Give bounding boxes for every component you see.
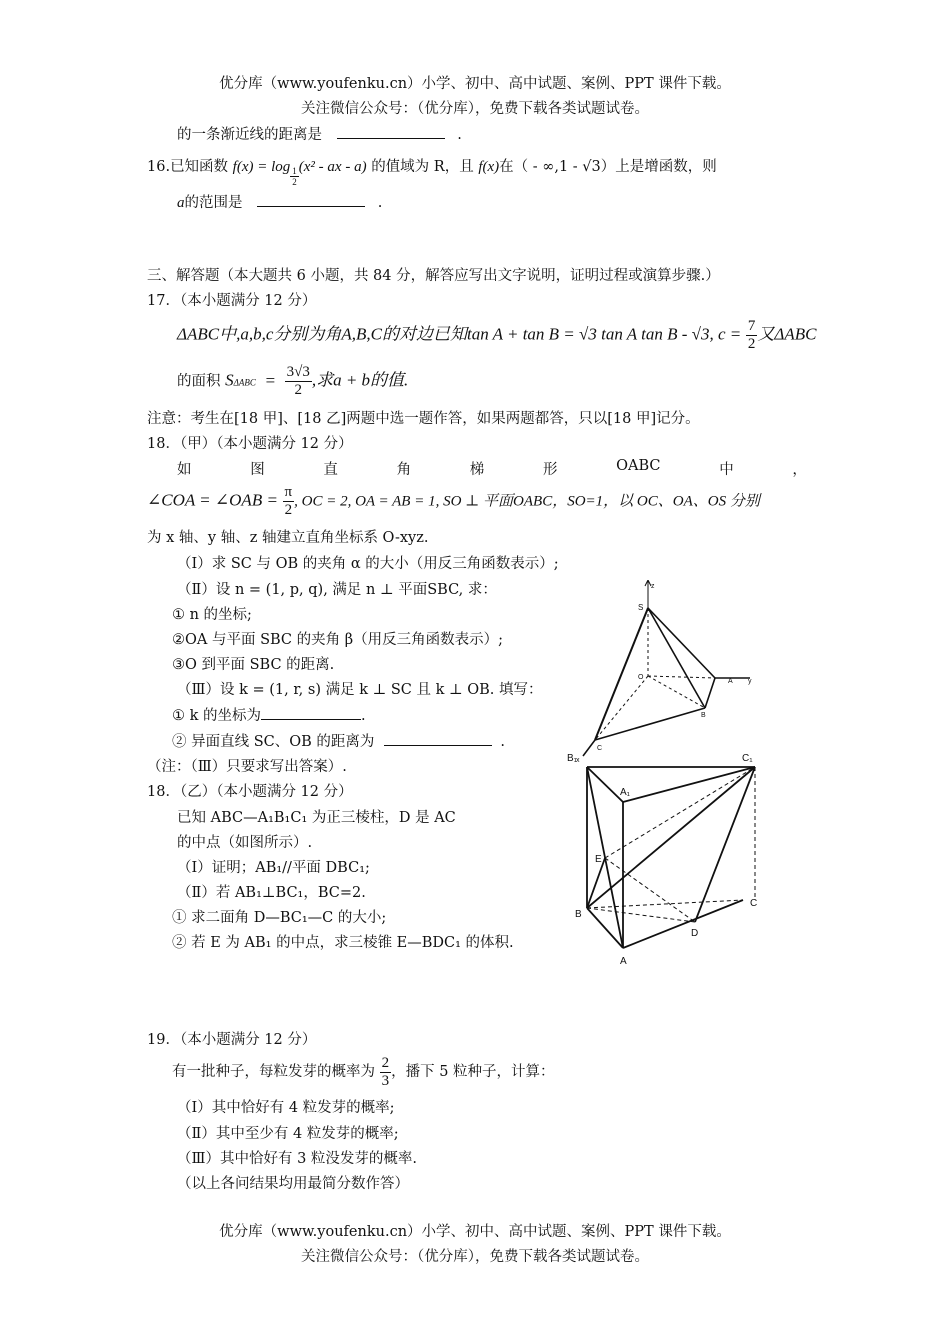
spread-word: 如 [177,462,192,478]
pi-den: 2 [284,502,293,518]
label-c: C [750,898,758,909]
q18b-line-6: ② 若 E 为 AB₁ 的中点，求三棱锥 E—BDC₁ 的体积. [172,935,514,951]
q17-line2-post: ,求a + b的值. [311,370,409,390]
q18a-part-1: （Ⅰ）求 SC 与 OB 的夹角 α 的大小（用反三角函数表示）; [177,556,559,572]
q18a-spread-line [177,458,807,479]
selection-note: 注意：考生在[18 甲]、[18 乙]两题中选一题作答，如果两题都答，只以[18 甲]记分。 [147,411,700,427]
section-3-title: 三、解答题（本大题共 6 小题，共 84 分，解答应写出文字说明，证明过程或演算步骤.） [147,268,720,284]
edge-oc [595,676,648,740]
q19-line-4: （Ⅲ）其中恰好有 3 粒没发芽的概率. [177,1151,418,1167]
q18a-line-2 [147,484,760,519]
q16-line-2 [177,192,382,213]
answer-blank [337,124,445,139]
q17-c-fraction [746,318,758,353]
q16-end: . [377,195,383,211]
label-x: x [576,757,580,764]
probability-fraction [380,1055,392,1090]
spread-word: 图 [250,462,265,478]
answer-blank [261,705,361,720]
q18b-line-1: 已知 ABC—A₁B₁C₁ 为正三棱柱，D 是 AC [177,810,456,826]
q17-area-pre: 的面积 [177,373,221,390]
label-s: S [638,603,644,612]
q16-line-1 [147,154,717,187]
spread-word: 角 [396,462,412,478]
q18b-line-5: ① 求二面角 D—BC₁—C 的大小; [172,910,387,926]
p-den: 3 [381,1072,390,1089]
q15-end: . [457,127,462,143]
q18a-part-2b: ②OA 与平面 SBC 的夹角 β（用反三角函数表示）; [172,632,504,648]
q17-line-2 [177,364,408,399]
q16-log-base [290,166,299,187]
label-o: O [638,674,644,681]
spread-word: ， [792,462,807,478]
q16-mid2: 在（ - ∞,1 - √3）上是增函数，则 [499,159,717,175]
q18b-head: 18．（乙）（本小题满分 12 分） [147,784,353,800]
edge-ac [623,900,743,948]
spread-word: 形 [542,462,558,478]
c-den: 2 [747,336,756,352]
label-a1: A₁ [620,787,631,798]
q19-line-1 [172,1054,555,1090]
spread-word: 直 [323,462,338,478]
label-a: A [728,678,733,685]
log-base-num: 1 [292,166,297,176]
q18a-part-3b [172,731,505,752]
edge-ba [587,908,623,948]
label-b: B [701,712,706,719]
q18b-line-4: （Ⅱ）若 AB₁⊥BC₁，BC=2. [177,885,366,901]
q16-fx: f(x) [478,159,500,175]
edge-ba [705,678,715,708]
edge-c1d [695,767,758,922]
q16-var: a [177,195,185,211]
q16-pre: 已知函数 [170,159,229,175]
label-z: z [651,583,655,590]
q19-post: ，播下 5 粒种子，计算： [391,1064,555,1080]
pyramid-figure [575,580,775,765]
q16-num: 16. [147,159,171,175]
q16-formula: f(x) = log [232,159,291,175]
part-3b-text: ② 异面直线 SC、OB 的距离为 [172,734,375,750]
q15-text: 的一条渐近线的距离是 [177,127,322,143]
q17-s-label: S [225,370,234,390]
label-c: C [597,745,603,752]
part-3b-end: . [500,734,506,750]
q19-line-3: （Ⅱ）其中至少有 4 粒发芽的概率; [177,1126,399,1142]
pi-half-fraction [283,484,295,519]
q17-s-fraction [285,364,312,399]
q18a-line-3: 为 x 轴、y 轴、z 轴建立直角坐标系 O-xyz. [147,530,429,546]
q17-s-sub: ΔABC [233,377,256,388]
q18a-part-2a: ① n 的坐标; [172,607,252,623]
q16-mid: 的值域为 R，且 [371,159,474,175]
pi-num: π [284,484,293,500]
part-3a-end: . [361,708,366,724]
edge-oa [648,676,715,678]
answer-blank [384,731,492,746]
header-line-1: 优分库（www.youfenku.cn）小学、初中、高中试题、案例、PPT 课件下载。 [219,76,731,92]
label-b1: B₁ [567,753,578,764]
edge-bd [587,908,695,922]
edge-ec1 [605,767,755,858]
spread-word: OABC [616,458,661,474]
label-y: y [748,678,752,685]
q18a-line2-post: , OC = 2, OA = AB = 1, SO ⊥ 平面OABC，SO=1，以 OC、OA、OS 分别 [294,493,760,510]
spread-word: 中 [719,462,734,478]
q18a-note: （注：（Ⅲ）只要求写出答案）. [147,759,347,775]
edge-cb [595,708,705,740]
edge-bc1 [587,767,758,909]
q18a-head: 18．（甲）（本小题满分 12 分） [147,436,353,452]
p-num: 2 [381,1054,390,1071]
footer-line-1: 优分库（www.youfenku.cn）小学、初中、高中试题、案例、PPT 课件下载。 [219,1224,731,1240]
q18b-line-3: （Ⅰ）证明；AB₁//平面 DBC₁; [177,860,370,876]
q18b-line-2: 的中点（如图所示）. [177,835,313,851]
label-c1: C₁ [742,753,753,764]
s-den: 2 [294,382,302,398]
label-e: E [595,854,602,865]
label-d: D [691,928,699,939]
q18a-part-2c: ③O 到平面 SBC 的距离. [172,657,335,673]
log-base-den: 2 [292,177,297,187]
q19-line-5: （以上各问结果均用最简分数作答） [177,1176,409,1192]
s-num: 3√3 [286,364,310,380]
prism-figure [565,750,785,970]
answer-blank [257,192,365,207]
q18a-part-3a [172,705,366,726]
q17-line-1 [177,318,816,353]
angle-condition: ∠COA = ∠OAB = [147,490,278,510]
part-3a-text: ① k 的坐标为 [172,708,262,724]
q17-line1-end: 又ΔABC [757,324,817,344]
q19-head: 19．（本小题满分 12 分） [147,1032,317,1048]
q15-tail [177,124,462,145]
q16-arg: (x² - ax - a) [298,159,367,175]
q17-condition: ΔABC中,a,b,c分别为角A,B,C的对边已知tan A + tan B = √3 tan A tan B - √3, c = [177,324,742,344]
q17-head: 17．（本小题满分 12 分） [147,293,317,309]
q18a-part-3: （Ⅲ）设 k = (1, r, s) 满足 k ⊥ SC 且 k ⊥ OB. 填写： [177,682,543,698]
header-line-2: 关注微信公众号：（优分库），免费下载各类试题试卷。 [301,101,649,117]
q19-line-2: （Ⅰ）其中恰好有 4 粒发芽的概率; [177,1100,395,1116]
q18a-part-2: （Ⅱ）设 n = (1, p, q), 满足 n ⊥ 平面SBC, 求： [177,582,497,598]
footer-line-2: 关注微信公众号：（优分库），免费下载各类试题试卷。 [301,1249,649,1265]
label-b: B [575,909,582,920]
q17-eq: = [264,370,276,390]
q16-line2: 的范围是 [184,195,243,211]
spread-word: 梯 [469,462,485,478]
q19-pre: 有一批种子，每粒发芽的概率为 [172,1064,375,1080]
label-a: A [620,956,627,967]
c-num: 7 [747,318,756,334]
